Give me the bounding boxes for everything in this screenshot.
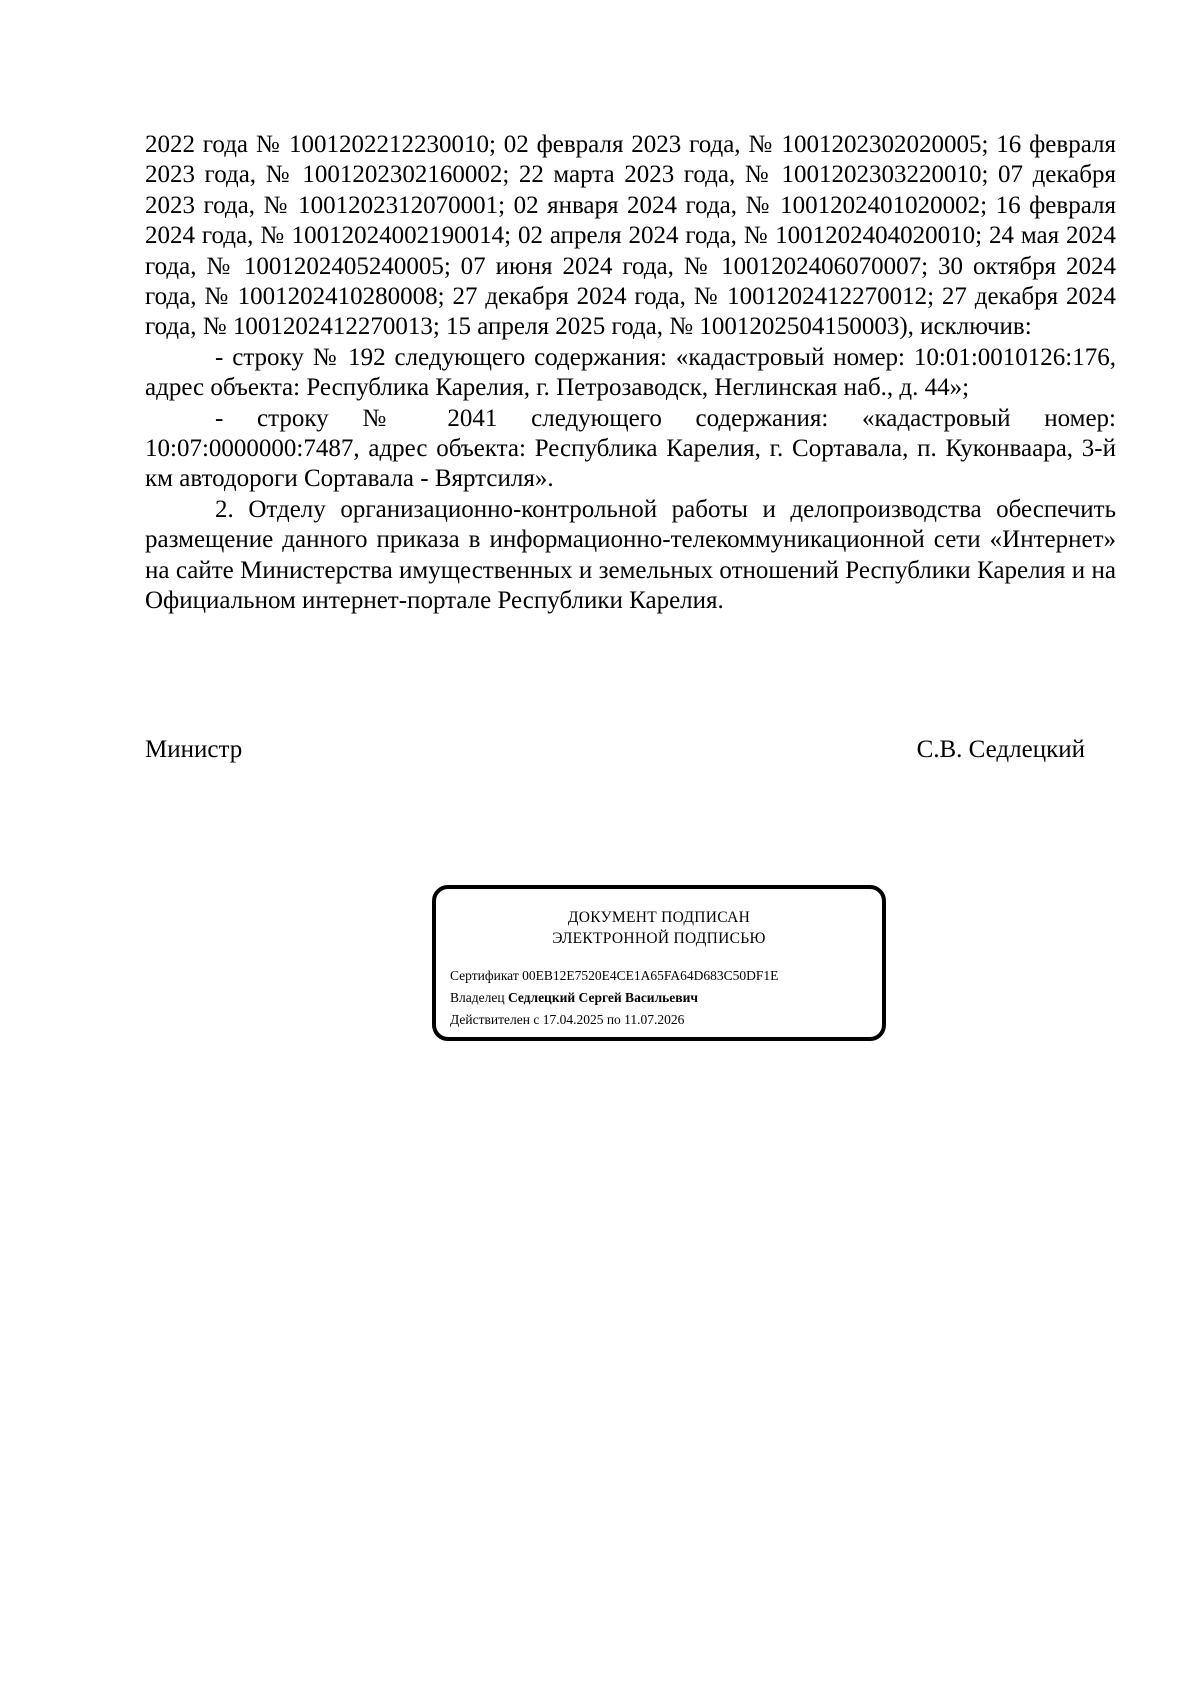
body-paragraph-2: 2. Отделу организационно-контрольной работы и делопроизводства обеспечить размещение данного приказа в информационно-телекоммуникационной сети «Интернет» на сайте Министерства имущественных и земельных отношений Республики Карелия и на Официальном интернет-портале Республики Карелия. [145, 495, 1116, 615]
signer-name: С.В. Седлецкий [916, 736, 1085, 763]
stamp-title-line-1: ДОКУМЕНТ ПОДПИСАН [567, 909, 751, 926]
document-body [145, 130, 1116, 617]
electronic-signature-stamp [432, 885, 886, 1041]
valid-to-date: 11.07.2026 [624, 1012, 685, 1027]
stamp-owner-row [450, 987, 778, 1009]
exclusion-item-192: - строку № 192 следующего содержания: «кадастровый номер: 10:01:0010126:176, адрес объекта: Республика Карелия, г. Петрозаводск, Неглинская наб., д. 44»; [145, 343, 1116, 402]
valid-to-label: по [606, 1012, 621, 1027]
body-paragraph-1: 2022 года № 1001202212230010; 02 февраля 2023 года, № 1001202302020005; 16 февраля 2023 года, № 1001202302160002; 22 марта 2023 года, № 1001202303220010; 07 декабря 2023 года, № 1001202312070001; 02 января 2024 года, № 1001202401020002; 16 февраля 2024 года, № 10012024002190014; 02 апреля 2024 года, № 1001202404020010; 24 мая 2024 года, № 1001202405240005; 07 июня 2024 года, № 1001202406070007; 30 октября 2024 года, № 1001202410280008; 27 декабря 2024 года, № 1001202412270012; 27 декабря 2024 года, № 1001202412270013; 15 апреля 2025 года, № 1001202504150003), исключив: [145, 131, 1116, 341]
stamp-validity-row [450, 1009, 778, 1031]
exclusion-item-2041: - строку № 2041 следующего содержания: «кадастровый номер: 10:07:0000000:7487, адрес объекта: Республика Карелия, г. Сортавала, п. Куконваара, 3-й км автодороги Сортавала - Вяртсиля». [145, 404, 1116, 493]
valid-from-label: с [533, 1012, 540, 1027]
certificate-label: Сертификат [450, 968, 519, 983]
stamp-details [450, 965, 778, 1031]
stamp-title-line-2: ЭЛЕКТРОННОЙ ПОДПИСЬЮ [552, 930, 766, 947]
owner-value: Седлецкий Сергей Васильевич [507, 990, 698, 1005]
owner-label: Владелец [450, 990, 505, 1005]
valid-label: Действителен [450, 1012, 530, 1027]
signer-position: Министр [145, 736, 243, 763]
stamp-certificate-row [450, 965, 778, 987]
valid-from-date: 17.04.2025 [542, 1012, 604, 1027]
stamp-title [436, 907, 882, 949]
certificate-value: 00EB12E7520E4CE1A65FA64D683C50DF1E [522, 968, 779, 983]
